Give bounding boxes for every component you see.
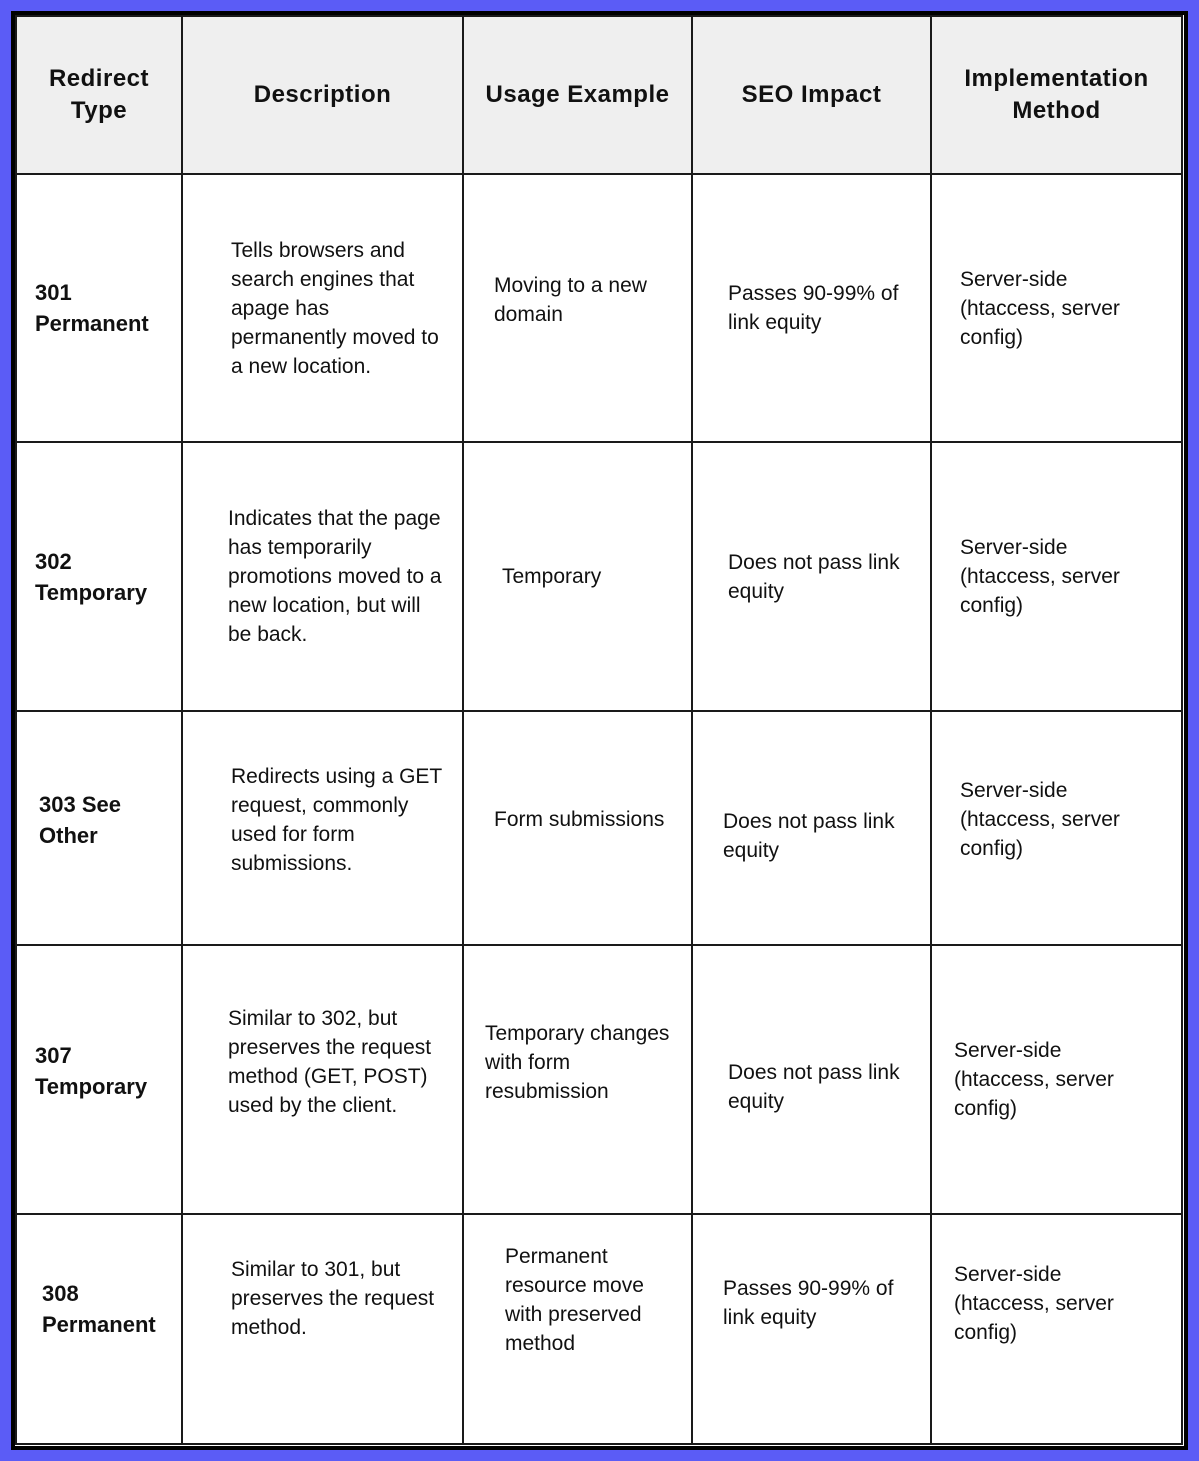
usage-cell: Moving to a new domain — [463, 174, 692, 442]
implementation-cell: Server-side (htaccess, server config) — [931, 711, 1182, 944]
usage-cell: Temporary — [463, 442, 692, 711]
redirect-type-cell: 307 Temporary — [16, 945, 182, 1214]
redirect-type-cell: 302 Temporary — [16, 442, 182, 711]
header-description: Description — [182, 16, 463, 174]
seo-impact-cell: Does not pass link equity — [692, 945, 931, 1214]
redirect-types-table — [15, 15, 1183, 1445]
header-redirect-type: Redirect Type — [16, 16, 182, 174]
header-row — [16, 16, 1182, 174]
description-cell: Redirects using a GET request, commonly used for form submissions. — [182, 711, 463, 944]
header-implementation-method: Implementation Method — [931, 16, 1182, 174]
redirect-type-cell: 303 See Other — [16, 711, 182, 944]
description-cell: Indicates that the page has temporarily promotions moved to a new location, but will be back. — [182, 442, 463, 711]
seo-impact-cell: Does not pass link equity — [692, 711, 931, 944]
table-row — [16, 1214, 1182, 1444]
implementation-cell: Server-side (htaccess, server config) — [931, 442, 1182, 711]
usage-cell: Form submissions — [463, 711, 692, 944]
table-row — [16, 174, 1182, 442]
seo-impact-cell: Passes 90-99% of link equity — [692, 174, 931, 442]
table-row — [16, 442, 1182, 711]
table-row — [16, 945, 1182, 1214]
implementation-cell: Server-side (htaccess, server config) — [931, 945, 1182, 1214]
header-usage-example: Usage Example — [463, 16, 692, 174]
implementation-cell: Server-side (htaccess, server config) — [931, 174, 1182, 442]
description-cell: Similar to 301, but preserves the request method. — [182, 1214, 463, 1444]
description-cell: Tells browsers and search engines that apage has permanently moved to a new location. — [182, 174, 463, 442]
seo-impact-cell: Does not pass link equity — [692, 442, 931, 711]
table-row — [16, 711, 1182, 944]
redirect-type-cell: 308 Permanent — [16, 1214, 182, 1444]
header-seo-impact: SEO Impact — [692, 16, 931, 174]
usage-cell: Temporary changes with form resubmission — [463, 945, 692, 1214]
redirect-type-cell: 301 Permanent — [16, 174, 182, 442]
table-container — [15, 15, 1184, 1446]
description-cell: Similar to 302, but preserves the request method (GET, POST) used by the client. — [182, 945, 463, 1214]
table-frame — [11, 11, 1188, 1450]
seo-impact-cell: Passes 90-99% of link equity — [692, 1214, 931, 1444]
implementation-cell: Server-side (htaccess, server config) — [931, 1214, 1182, 1444]
usage-cell: Permanent resource move with preserved method — [463, 1214, 692, 1444]
